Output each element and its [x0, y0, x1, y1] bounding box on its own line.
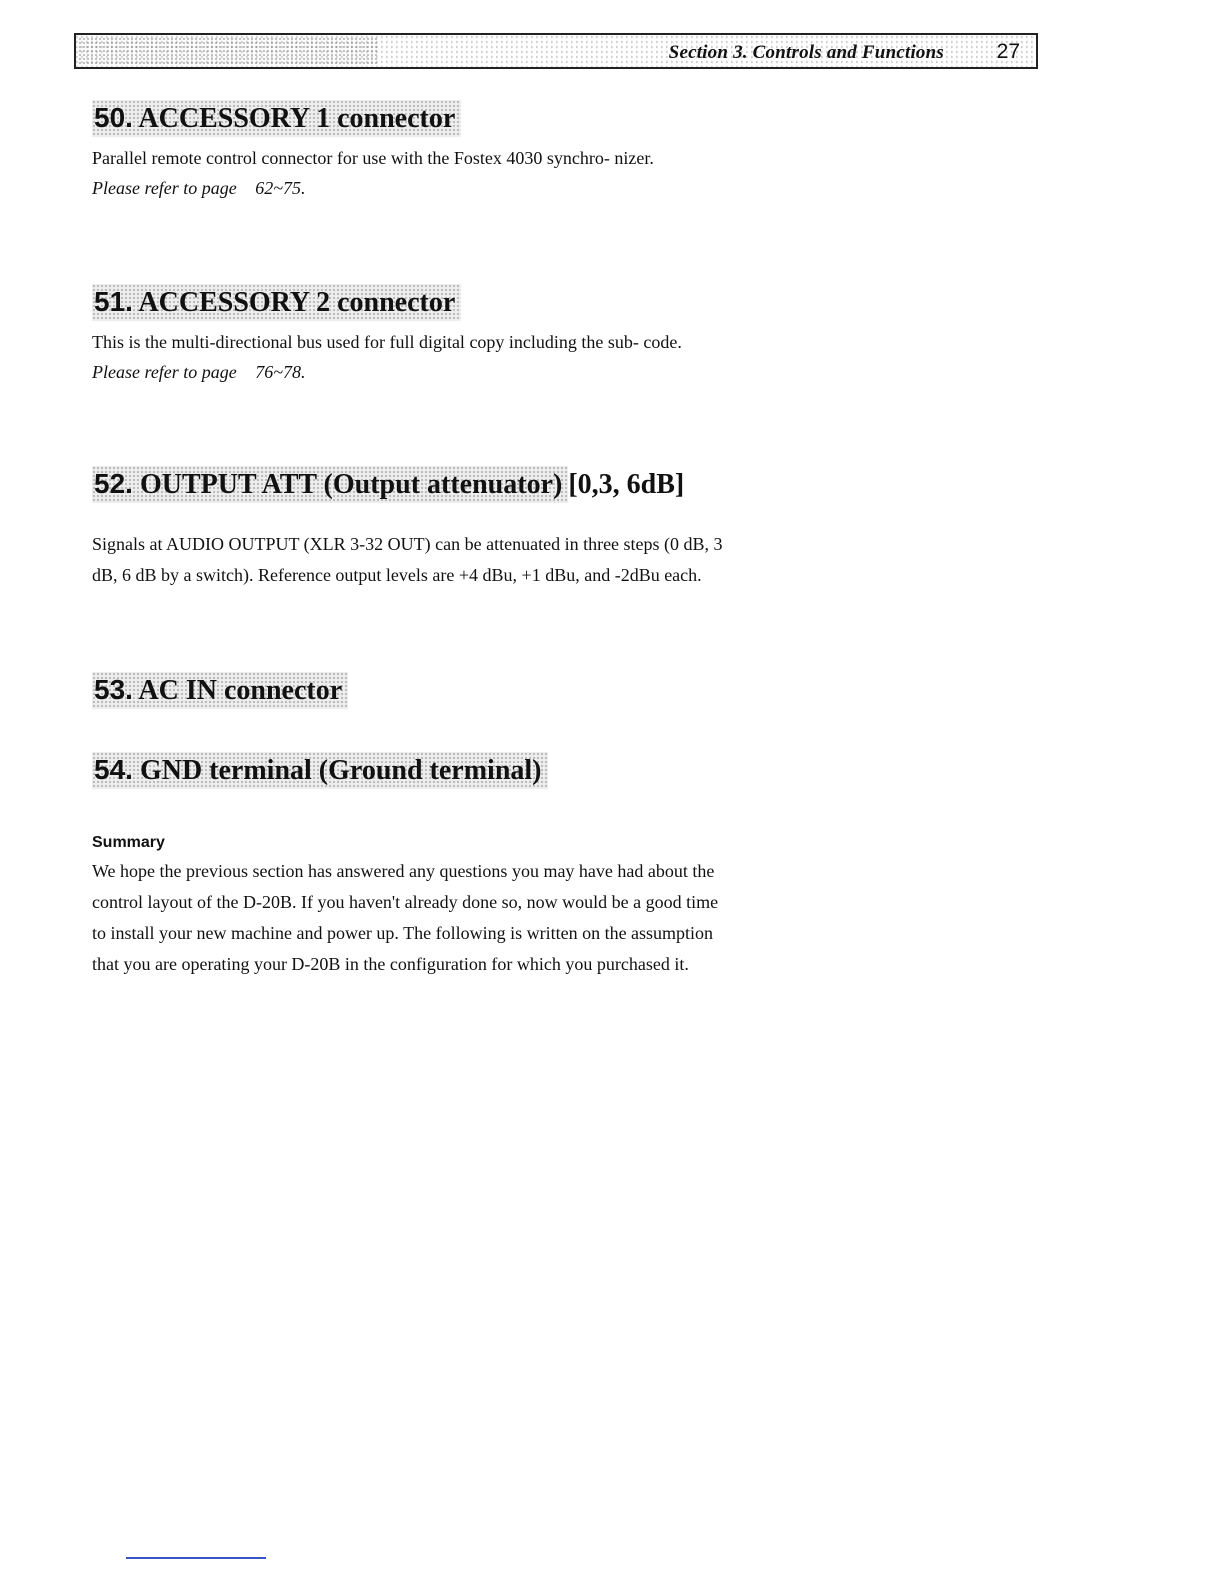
page-reference-prefix: Please refer to page	[92, 362, 237, 382]
summary-label: Summary	[92, 834, 165, 851]
section-heading-row	[92, 466, 732, 503]
section-53	[92, 672, 732, 709]
section-body: This is the multi-directional bus used for full digital copy including the sub- code.	[92, 332, 682, 352]
summary	[92, 834, 732, 980]
section-heading-text: GND terminal (Ground terminal)	[139, 755, 542, 786]
section-body: Parallel remote control connector for use with the Fostex 4030 synchro- nizer.	[92, 148, 654, 168]
page-number: 27	[996, 40, 1020, 63]
section-number: 52.	[94, 468, 133, 499]
section-heading	[92, 466, 568, 503]
section-number: 53.	[94, 674, 133, 705]
section-heading	[92, 672, 348, 709]
page-reference-pages: 62~75.	[255, 178, 306, 198]
footer-rule	[126, 1557, 266, 1559]
summary-body: We hope the previous section has answered any questions you may have had about the control layout of the D-20B. If you haven't already done so, now would be a good time to install your new machine and power up. The following is written on the assumption that you are operating your D-20B in the configuration for which you purchased it.	[92, 861, 719, 974]
section-heading-range: [0,3, 6dB]	[568, 469, 685, 500]
section-heading	[92, 752, 548, 789]
section-number: 50.	[94, 102, 133, 133]
section-heading-text: ACCESSORY 1 connector	[138, 103, 456, 134]
section-number: 54.	[94, 754, 133, 785]
section-52	[92, 466, 732, 591]
header-halftone	[78, 37, 378, 65]
section-number: 51.	[94, 286, 133, 317]
page-reference-pages: 76~78.	[255, 362, 306, 382]
page-reference	[92, 174, 732, 202]
section-54	[92, 752, 732, 789]
section-body: Signals at AUDIO OUTPUT (XLR 3-32 OUT) can be attenuated in three steps (0 dB, 3 dB, 6 dB by a switch). Reference output levels are +4 dBu, +1 dBu, and -2dBu each.	[92, 534, 723, 585]
section-title: Section 3. Controls and Functions	[668, 42, 944, 63]
section-heading-text: AC IN connector	[138, 675, 343, 706]
page-header	[74, 33, 1038, 69]
section-heading-text: ACCESSORY 2 connector	[138, 287, 456, 318]
section-heading	[92, 100, 461, 137]
section-51	[92, 284, 732, 386]
section-heading-text: OUTPUT ATT (Output attenuator)	[139, 469, 563, 500]
section-50	[92, 100, 732, 202]
section-heading	[92, 284, 461, 321]
page-reference	[92, 358, 732, 386]
page-reference-prefix: Please refer to page	[92, 178, 237, 198]
